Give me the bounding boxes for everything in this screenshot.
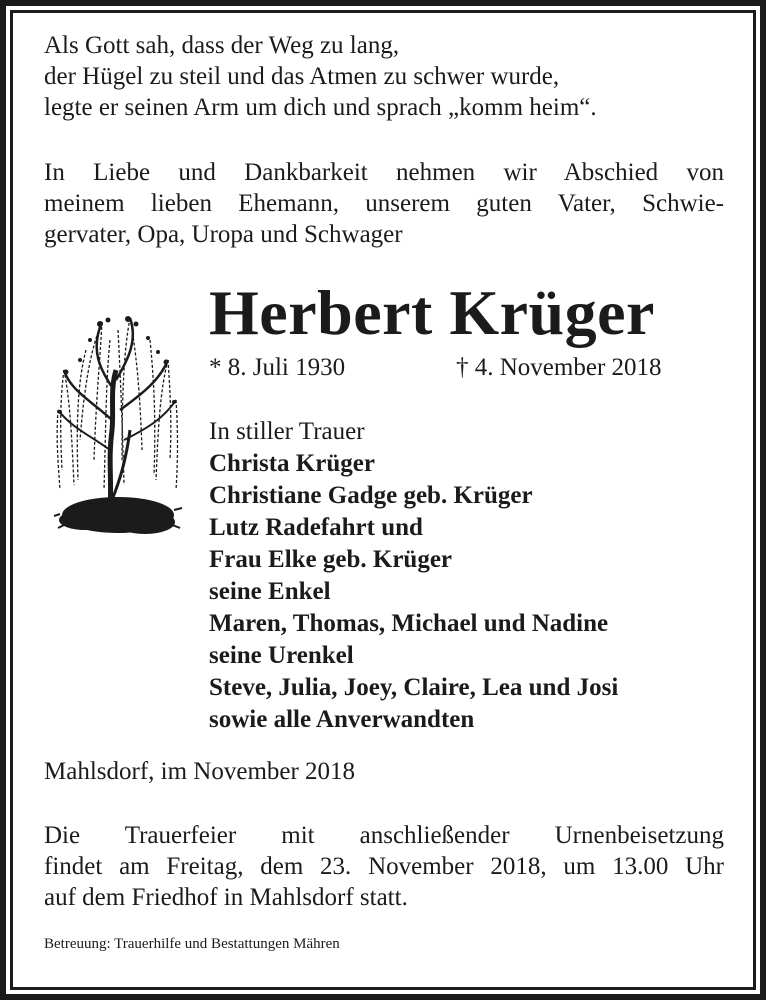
mourner-name: sowie alle Anverwandten [209, 706, 475, 733]
ceremony-text [44, 820, 724, 913]
mourner-name: Christiane Gadge geb. Krüger [209, 482, 533, 509]
deceased-name: Herbert Krüger [209, 277, 655, 348]
intro-line: meinem lieben Ehemann, unserem guten Vater, Schwie- [44, 190, 724, 217]
intro-line: gervater, Opa, Uropa und Schwager [44, 221, 403, 248]
mourner-name: Maren, Thomas, Michael und Nadine [209, 610, 609, 637]
ceremony-line: Die Trauerfeier mit anschließender Urnenbeisetzung [44, 822, 724, 849]
mourner-name: seine Urenkel [209, 642, 354, 669]
mourners-lead: In stiller Trauer [209, 418, 365, 445]
weeping-willow-icon [50, 310, 185, 545]
mourner-name: Lutz Radefahrt und [209, 514, 423, 541]
poem-line: Als Gott sah, dass der Weg zu lang, [44, 32, 400, 59]
poem [44, 30, 724, 123]
mourner-name: seine Enkel [209, 578, 331, 605]
poem-line: der Hügel zu steil und das Atmen zu schwer wurde, [44, 63, 560, 90]
obituary-notice [44, 30, 724, 952]
mourner-name: Christa Krüger [209, 450, 375, 477]
mourner-name: Frau Elke geb. Krüger [209, 546, 453, 573]
birth-date: * 8. Juli 1930 [209, 354, 346, 381]
death-date: † 4. November 2018 [456, 354, 662, 381]
mourner-name: Steve, Julia, Joey, Claire, Lea und Josi [209, 674, 619, 701]
intro-line: In Liebe und Dankbarkeit nehmen wir Abschied von [44, 159, 724, 186]
intro-text [44, 157, 724, 250]
poem-line: legte er seinen Arm um dich und sprach „komm heim“. [44, 94, 597, 121]
funeral-service-credit: Betreuung: Trauerhilfe und Bestattungen Mähren [44, 936, 340, 952]
place-date: Mahlsdorf, im November 2018 [44, 758, 356, 785]
mourners-list [209, 416, 729, 736]
ceremony-line: findet am Freitag, dem 23. November 2018, um 13.00 Uhr [44, 853, 724, 880]
ceremony-line: auf dem Friedhof in Mahlsdorf statt. [44, 884, 408, 911]
